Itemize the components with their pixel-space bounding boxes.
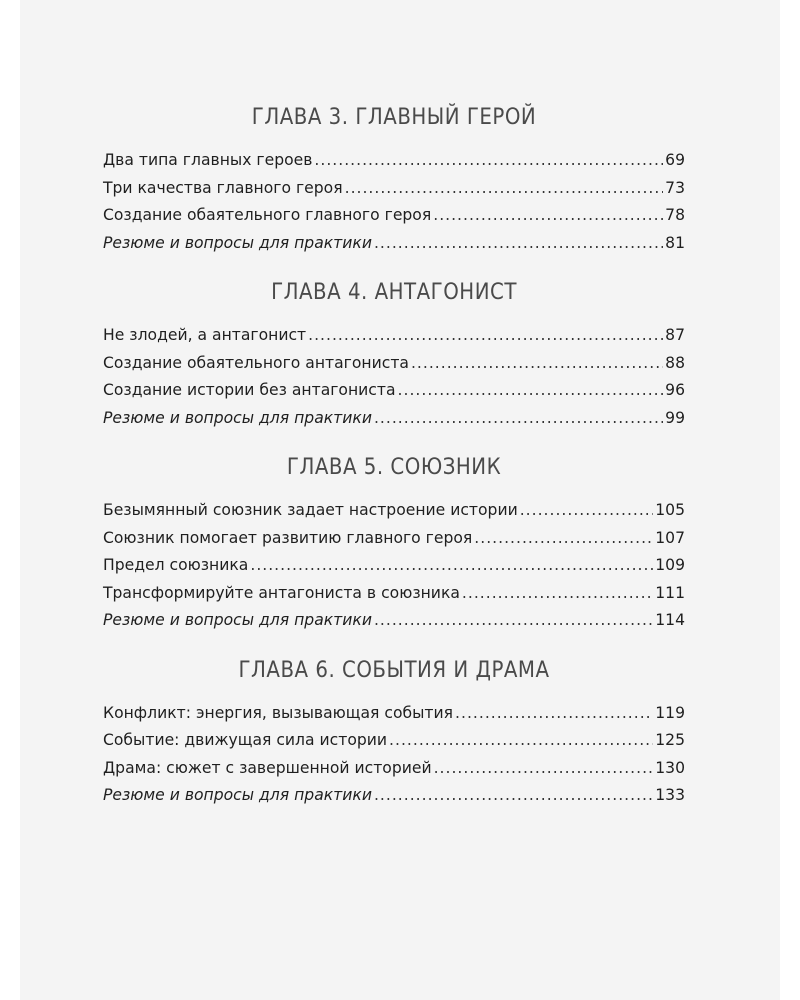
toc-entry-label: Трансформируйте антагониста в союзника [103, 583, 460, 602]
chapter-title: ГЛАВА 3. ГЛАВНЫЙ ГЕРОЙ [251, 105, 537, 130]
dot-leader [374, 230, 663, 258]
toc-entry-page: 109 [655, 556, 685, 574]
toc-entry[interactable] [103, 552, 685, 580]
toc-entry[interactable] [103, 377, 685, 405]
toc-entry-label: Предел союзника [103, 556, 249, 574]
dot-leader [434, 755, 654, 783]
chapter-title: ГЛАВА 6. СОБЫТИЯ И ДРАМА [238, 657, 550, 683]
toc-entry[interactable] [103, 175, 685, 203]
table-of-contents [103, 103, 685, 831]
dot-leader [314, 147, 663, 175]
chapter-4 [103, 278, 685, 432]
toc-entry-label: Создание обаятельного главного героя [103, 206, 432, 224]
dot-leader [308, 322, 663, 350]
chapter-title: ГЛАВА 5. СОЮЗНИК [286, 455, 502, 480]
toc-entry-summary[interactable] [103, 230, 685, 258]
toc-entry-label: Безымянный союзник задает настроение истории [103, 501, 518, 519]
toc-entry-label: Драма: сюжет с завершенной историей [103, 758, 432, 777]
toc-entry-page: 96 [665, 381, 685, 399]
dot-leader [345, 175, 664, 203]
toc-entry-summary[interactable] [103, 782, 685, 810]
book-page [20, 0, 780, 1000]
toc-entry-label: Создание обаятельного антагониста [103, 353, 409, 372]
dot-leader [374, 607, 653, 635]
toc-entry-page: 133 [655, 786, 685, 804]
toc-entry-page: 88 [665, 353, 685, 372]
chapter-5 [103, 453, 685, 635]
toc-entry-label: Резюме и вопросы для практики [103, 233, 372, 252]
toc-entry[interactable] [103, 202, 685, 230]
toc-entry-page: 78 [665, 206, 685, 224]
toc-entry-label: Событие: движущая сила истории [103, 731, 388, 749]
toc-entry-page: 105 [655, 501, 685, 519]
toc-entry-label: Не злодей, а антагонист [103, 326, 307, 344]
toc-entry-label: Союзник помогает развитию главного героя [103, 528, 473, 547]
dot-leader [474, 525, 653, 553]
dot-leader [520, 497, 654, 525]
toc-entry[interactable] [103, 350, 685, 378]
toc-entry-page: 69 [665, 151, 685, 169]
toc-entry-page: 81 [665, 233, 685, 252]
dot-leader [389, 727, 653, 755]
toc-entry[interactable] [103, 525, 685, 553]
toc-entry-page: 87 [665, 326, 685, 344]
toc-entry[interactable] [103, 580, 685, 608]
dot-leader [374, 782, 653, 810]
dot-leader [250, 552, 653, 580]
dot-leader [398, 377, 664, 405]
toc-entry-page: 99 [665, 408, 685, 427]
dot-leader [411, 350, 663, 378]
chapter-6 [103, 656, 685, 810]
toc-entry[interactable] [103, 727, 685, 755]
toc-entry-label: Конфликт: энергия, вызывающая события [103, 703, 454, 722]
toc-entry[interactable] [103, 497, 685, 525]
dot-leader [462, 580, 653, 608]
toc-entry-page: 111 [655, 583, 685, 602]
chapter-title: ГЛАВА 4. АНТАГОНИСТ [271, 280, 517, 305]
toc-entry-label: Резюме и вопросы для практики [103, 408, 372, 427]
toc-entry-label: Создание истории без антагониста [103, 381, 396, 399]
toc-entry-label: Два типа главных героев [103, 151, 313, 169]
toc-entry-page: 130 [655, 758, 685, 777]
toc-entry-page: 119 [655, 703, 685, 722]
toc-entry[interactable] [103, 147, 685, 175]
toc-entry[interactable] [103, 322, 685, 350]
toc-entry-summary[interactable] [103, 607, 685, 635]
dot-leader [374, 405, 663, 433]
toc-entry-page: 107 [655, 528, 685, 547]
toc-entry-label: Резюме и вопросы для практики [103, 611, 372, 629]
dot-leader [433, 202, 663, 230]
chapter-3 [103, 103, 685, 257]
toc-entry-page: 125 [655, 731, 685, 749]
toc-entry[interactable] [103, 755, 685, 783]
dot-leader [455, 700, 653, 728]
toc-entry[interactable] [103, 700, 685, 728]
toc-entry-summary[interactable] [103, 405, 685, 433]
toc-entry-label: Три качества главного героя [103, 178, 343, 197]
toc-entry-label: Резюме и вопросы для практики [103, 786, 372, 804]
toc-entry-page: 114 [655, 611, 685, 629]
toc-entry-page: 73 [665, 178, 685, 197]
